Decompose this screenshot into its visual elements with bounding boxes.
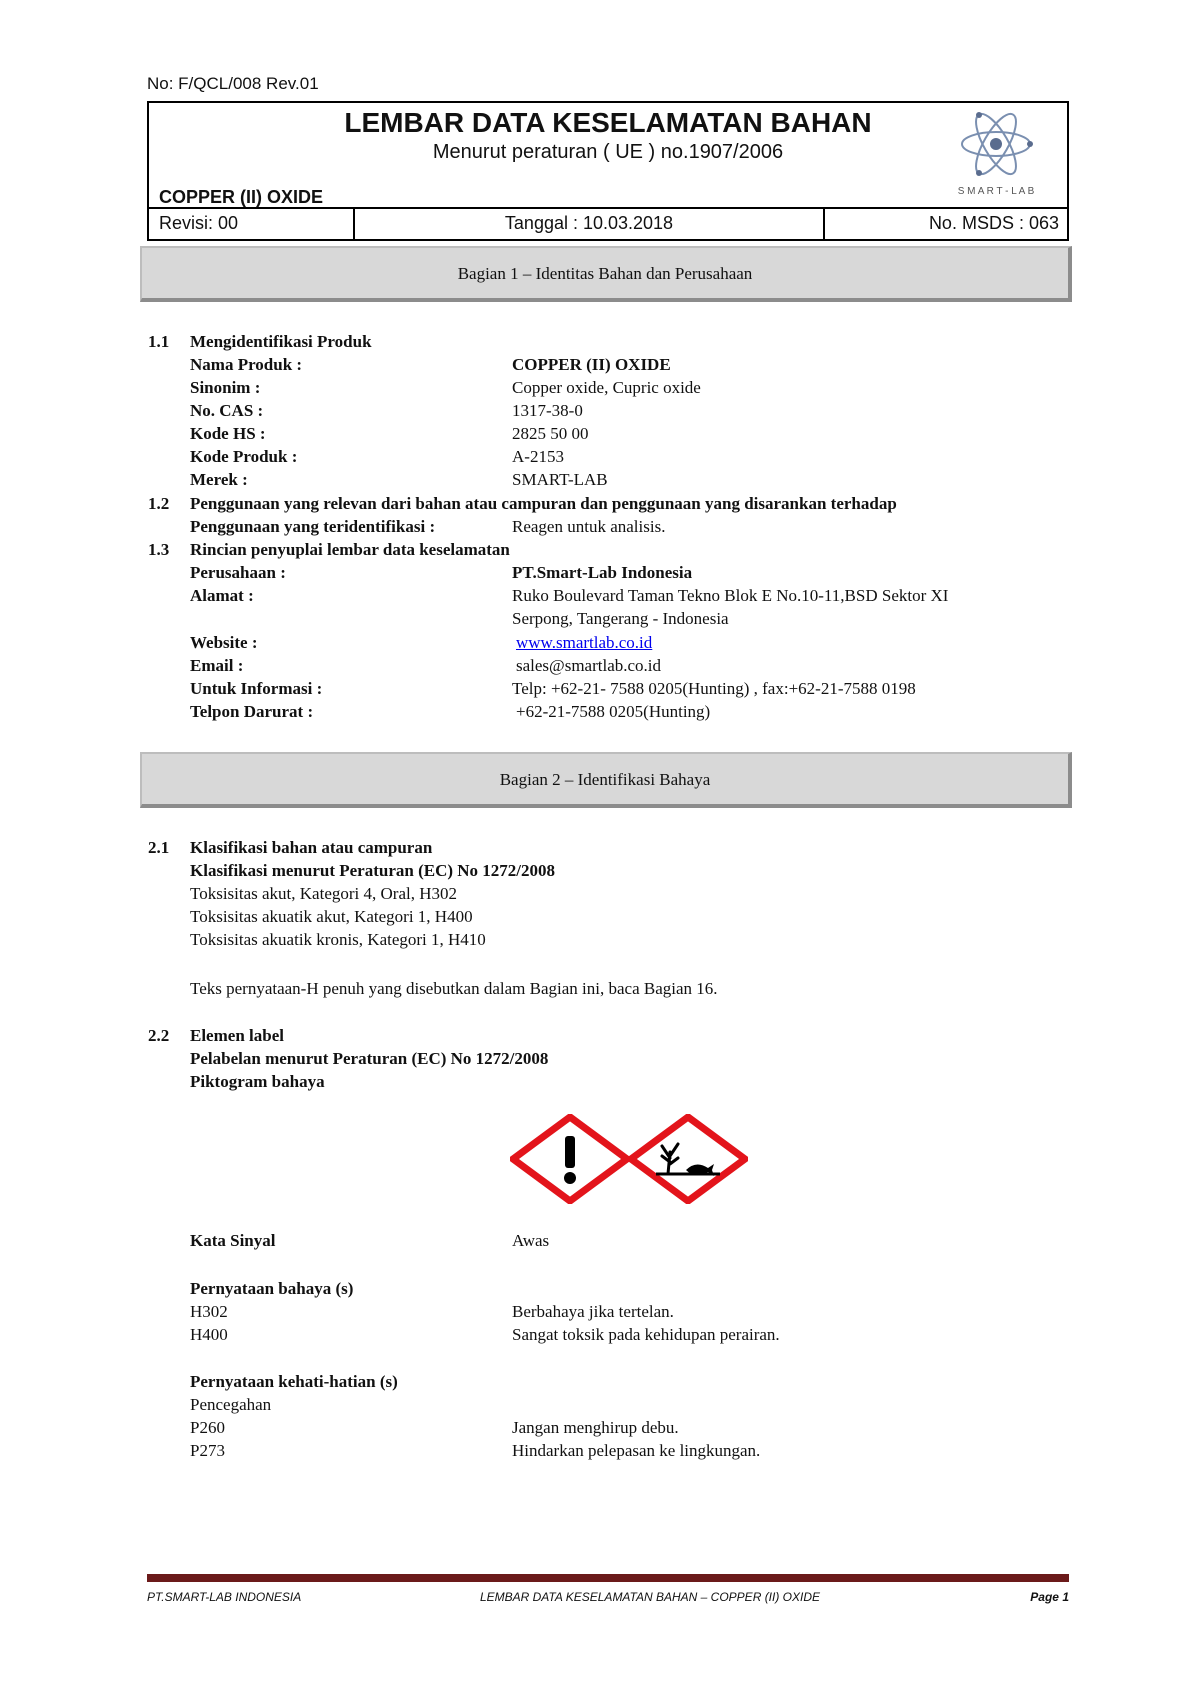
exclamation-mark-pictogram-icon [510,1114,630,1204]
precaution-text: Hindarkan pelepasan ke lingkungan. [512,1441,761,1460]
document-title: LEMBAR DATA KESELAMATAN BAHAN [344,107,872,138]
hazard-text: Berbahaya jika tertelan. [512,1302,674,1321]
pictogram-heading: Piktogram bahaya [190,1072,325,1091]
field-label: Kode HS : [190,424,266,443]
precaution-code: P273 [190,1441,225,1460]
address-label: Alamat : [190,586,254,605]
classification-item: Toksisitas akuatik kronis, Kategori 1, H410 [190,930,486,949]
labelling-regulation: Pelabelan menurut Peraturan (EC) No 1272/2008 [190,1049,549,1068]
info-value: Telp: +62-21- 7588 0205(Hunting) , fax:+62-21-7588 0198 [512,679,916,698]
header-box [147,101,1069,209]
subsection-heading: Mengidentifikasi Produk [190,332,372,351]
subsection-number: 1.2 [148,494,170,513]
precaution-code: P260 [190,1418,225,1437]
precaution-text: Jangan menghirup debu. [512,1418,679,1437]
field-value: A-2153 [512,447,564,466]
website-link[interactable]: www.smartlab.co.id [516,633,653,652]
classification-item: Toksisitas akuatik akut, Kategori 1, H400 [190,907,473,926]
address-line-1: Ruko Boulevard Taman Tekno Blok E No.10-11,BSD Sektor XI [512,586,949,605]
section-2-bar: Bagian 2 – Identifikasi Bahaya [140,752,1072,808]
document-number: No: F/QCL/008 Rev.01 [147,74,319,93]
email-value: sales@smartlab.co.id [516,656,662,675]
footer-document-title: LEMBAR DATA KESELAMATAN BAHAN – COPPER (II) OXIDE [479,1590,821,1604]
hazard-statements-heading: Pernyataan bahaya (s) [190,1279,354,1298]
field-label: Kode Produk : [190,447,298,466]
field-label: Penggunaan yang teridentifikasi : [190,517,436,536]
field-value: COPPER (II) OXIDE [512,355,671,374]
revision-cell: Revisi: 00 [149,208,355,239]
date-cell: Tanggal : 10.03.2018 [355,208,825,239]
classification-regulation: Klasifikasi menurut Peraturan (EC) No 1272/2008 [190,861,556,880]
field-value: 2825 50 00 [512,424,589,443]
subsection-number: 1.3 [148,540,170,559]
field-value: SMART-LAB [512,470,608,489]
footer-page-number: Page 1 [1030,1590,1069,1604]
subsection-number: 2.2 [148,1026,170,1045]
section-1-bar: Bagian 1 – Identitas Bahan dan Perusahaan [140,246,1072,302]
regulation-subtitle: Menurut peraturan ( UE ) no.1907/2006 [432,141,784,163]
subsection-number: 2.1 [148,838,170,857]
company-value: PT.Smart-Lab Indonesia [512,563,693,582]
field-value: Copper oxide, Cupric oxide [512,378,701,397]
hazard-code: H302 [190,1302,228,1321]
signal-word-value: Awas [512,1231,550,1250]
precaution-statements-heading: Pernyataan kehati-hatian (s) [190,1372,398,1391]
field-value: 1317-38-0 [512,401,583,420]
subsection-heading: Klasifikasi bahan atau campuran [190,838,433,857]
footer-divider [147,1574,1069,1582]
emergency-value: +62-21-7588 0205(Hunting) [516,702,711,721]
msds-number-cell: No. MSDS : 063 [928,213,1059,233]
field-label: Sinonim : [190,378,261,397]
precaution-subheading: Pencegahan [190,1395,272,1414]
address-line-2: Serpong, Tangerang - Indonesia [512,609,729,628]
revision-row [147,208,1069,241]
field-label: No. CAS : [190,401,264,420]
signal-word-label: Kata Sinyal [190,1231,276,1250]
emergency-label: Telpon Darurat : [190,702,314,721]
hazard-text: Sangat toksik pada kehidupan perairan. [512,1325,780,1344]
classification-item: Toksisitas akut, Kategori 4, Oral, H302 [190,884,457,903]
field-value: Reagen untuk analisis. [512,517,666,536]
field-label: Nama Produk : [190,355,303,374]
info-label: Untuk Informasi : [190,679,323,698]
h-statement-note: Teks pernyataan-H penuh yang disebutkan dalam Bagian ini, baca Bagian 16. [190,979,718,998]
environment-hazard-pictogram-icon [628,1114,748,1204]
hazard-code: H400 [190,1325,228,1344]
subsection-heading: Penggunaan yang relevan dari bahan atau campuran dan penggunaan yang disarankan terhadap [190,494,897,513]
smart-lab-logo [941,102,1051,202]
footer-company: PT.SMART-LAB INDONESIA [147,1590,302,1604]
company-label: Perusahaan : [190,563,286,582]
product-name-header: COPPER (II) OXIDE [159,187,324,207]
field-label: Merek : [190,470,248,489]
email-label: Email : [190,656,244,675]
subsection-heading: Elemen label [190,1026,284,1045]
subsection-number: 1.1 [148,332,170,351]
subsection-heading: Rincian penyuplai lembar data keselamatan [190,540,510,559]
logo-text: S M A R T - L A B [957,186,1035,197]
website-label: Website : [190,633,258,652]
